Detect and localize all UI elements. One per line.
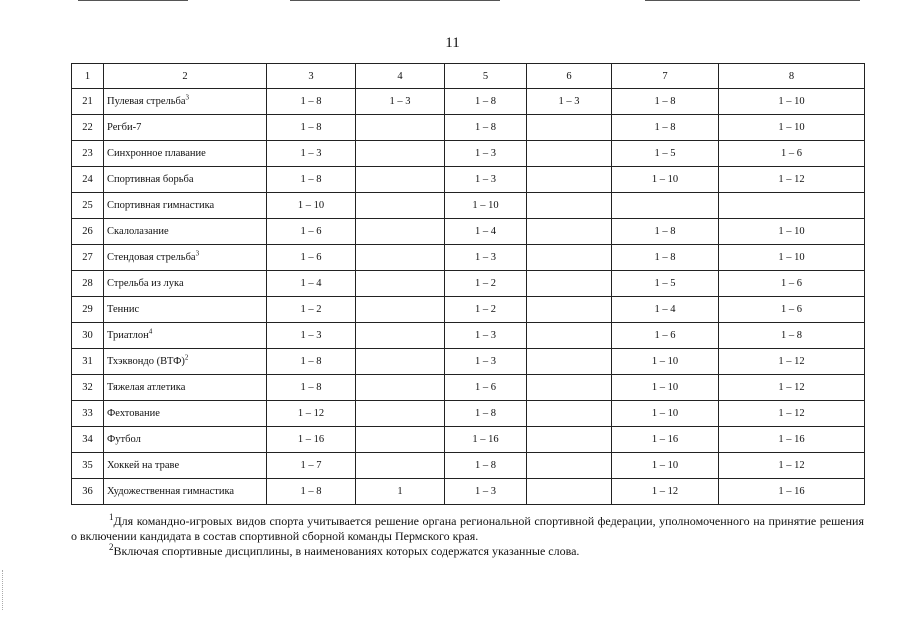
table-row [72, 193, 865, 219]
sports-table [71, 63, 865, 505]
range-cell-c4 [356, 167, 445, 193]
range-cell-c7: 1 – 10 [612, 375, 719, 401]
row-number-cell: 35 [72, 453, 104, 479]
table-row [72, 297, 865, 323]
range-cell-c6 [527, 479, 612, 505]
row-number-cell: 23 [72, 141, 104, 167]
header-cell-7: 7 [612, 64, 719, 89]
sport-name: Спортивная борьба [107, 174, 194, 185]
header-cell-1: 1 [72, 64, 104, 89]
top-rule-right [645, 0, 860, 1]
range-cell-c6 [527, 375, 612, 401]
range-cell-c8: 1 – 6 [719, 271, 865, 297]
footnotes [71, 514, 864, 559]
sport-name: Фехтование [107, 408, 160, 419]
sport-name-cell [104, 323, 267, 349]
range-cell-c3: 1 – 2 [267, 297, 356, 323]
table-row [72, 349, 865, 375]
footnote-2 [71, 544, 864, 559]
range-cell-c7: 1 – 16 [612, 427, 719, 453]
range-cell-c5: 1 – 6 [445, 375, 527, 401]
range-cell-c6 [527, 297, 612, 323]
range-cell-c8: 1 – 12 [719, 401, 865, 427]
sport-name-cell [104, 115, 267, 141]
row-number-cell: 30 [72, 323, 104, 349]
range-cell-c3: 1 – 10 [267, 193, 356, 219]
range-cell-c5: 1 – 3 [445, 141, 527, 167]
sport-name: Футбол [107, 434, 141, 445]
range-cell-c4 [356, 271, 445, 297]
sport-name-cell [104, 89, 267, 115]
sport-name-cell [104, 193, 267, 219]
range-cell-c3: 1 – 8 [267, 115, 356, 141]
row-number-cell: 36 [72, 479, 104, 505]
sport-name: Тяжелая атлетика [107, 382, 186, 393]
range-cell-c4 [356, 193, 445, 219]
header-cell-5: 5 [445, 64, 527, 89]
range-cell-c6 [527, 141, 612, 167]
footnote-1-text: Для командно-игровых видов спорта учитывается решение органа региональной спортивной федерации, уполномоченного на принятие решения о включении кандидата в состав спортивной сборной команды Пермского края. [71, 514, 864, 543]
sport-name-cell [104, 453, 267, 479]
footnote-ref: 4 [148, 327, 153, 336]
range-cell-c4 [356, 349, 445, 375]
range-cell-c8: 1 – 6 [719, 141, 865, 167]
range-cell-c3: 1 – 8 [267, 349, 356, 375]
range-cell-c6 [527, 219, 612, 245]
range-cell-c3: 1 – 8 [267, 89, 356, 115]
sport-name: Тхэквондо (ВТФ) [107, 356, 185, 367]
range-cell-c6 [527, 193, 612, 219]
header-cell-8: 8 [719, 64, 865, 89]
range-cell-c3: 1 – 12 [267, 401, 356, 427]
table-row [72, 323, 865, 349]
table-row [72, 479, 865, 505]
row-number-cell: 33 [72, 401, 104, 427]
table-row [72, 245, 865, 271]
table-body [72, 64, 865, 505]
range-cell-c7: 1 – 10 [612, 167, 719, 193]
header-cell-4: 4 [356, 64, 445, 89]
range-cell-c7: 1 – 8 [612, 89, 719, 115]
range-cell-c3: 1 – 16 [267, 427, 356, 453]
range-cell-c5: 1 – 3 [445, 245, 527, 271]
range-cell-c6: 1 – 3 [527, 89, 612, 115]
top-rule-left [78, 0, 188, 1]
range-cell-c7 [612, 193, 719, 219]
footnote-1 [71, 514, 864, 544]
top-rule-middle [290, 0, 500, 1]
range-cell-c3: 1 – 6 [267, 219, 356, 245]
sport-name: Спортивная гимнастика [107, 200, 215, 211]
range-cell-c3: 1 – 3 [267, 323, 356, 349]
range-cell-c7: 1 – 10 [612, 401, 719, 427]
range-cell-c5: 1 – 8 [445, 401, 527, 427]
table-row [72, 115, 865, 141]
range-cell-c4 [356, 245, 445, 271]
sport-name-cell [104, 401, 267, 427]
range-cell-c4 [356, 427, 445, 453]
footnote-2-mark: 2 [109, 542, 114, 552]
range-cell-c5: 1 – 10 [445, 193, 527, 219]
header-cell-3: 3 [267, 64, 356, 89]
range-cell-c6 [527, 323, 612, 349]
range-cell-c7: 1 – 10 [612, 349, 719, 375]
range-cell-c8: 1 – 12 [719, 167, 865, 193]
footnote-2-text: Включая спортивные дисциплины, в наименованиях которых содержатся указанные слова. [113, 544, 580, 558]
table-row [72, 453, 865, 479]
sport-name-cell [104, 141, 267, 167]
row-number-cell: 25 [72, 193, 104, 219]
table-row [72, 167, 865, 193]
table-row [72, 375, 865, 401]
row-number-cell: 24 [72, 167, 104, 193]
range-cell-c7: 1 – 5 [612, 141, 719, 167]
range-cell-c3: 1 – 6 [267, 245, 356, 271]
range-cell-c5: 1 – 3 [445, 323, 527, 349]
range-cell-c8: 1 – 12 [719, 375, 865, 401]
sport-name: Художественная гимнастика [107, 486, 235, 497]
range-cell-c3: 1 – 7 [267, 453, 356, 479]
range-cell-c5: 1 – 2 [445, 297, 527, 323]
range-cell-c7: 1 – 5 [612, 271, 719, 297]
range-cell-c4 [356, 115, 445, 141]
sport-name-cell [104, 427, 267, 453]
range-cell-c8: 1 – 12 [719, 349, 865, 375]
row-number-cell: 29 [72, 297, 104, 323]
range-cell-c8: 1 – 10 [719, 89, 865, 115]
range-cell-c5: 1 – 2 [445, 271, 527, 297]
range-cell-c8: 1 – 10 [719, 115, 865, 141]
range-cell-c5: 1 – 16 [445, 427, 527, 453]
sport-name-cell [104, 167, 267, 193]
range-cell-c7: 1 – 10 [612, 453, 719, 479]
range-cell-c3: 1 – 8 [267, 375, 356, 401]
table-row [72, 141, 865, 167]
sport-name: Хоккей на траве [107, 460, 180, 471]
table-row [72, 401, 865, 427]
range-cell-c8: 1 – 12 [719, 453, 865, 479]
range-cell-c4 [356, 141, 445, 167]
sport-name: Синхронное плавание [107, 148, 206, 159]
range-cell-c6 [527, 271, 612, 297]
row-number-cell: 27 [72, 245, 104, 271]
range-cell-c5: 1 – 3 [445, 349, 527, 375]
range-cell-c7: 1 – 12 [612, 479, 719, 505]
sport-name-cell [104, 479, 267, 505]
sport-name-cell [104, 375, 267, 401]
sport-name: Триатлон [107, 330, 149, 341]
header-cell-6: 6 [527, 64, 612, 89]
range-cell-c6 [527, 167, 612, 193]
table-row [72, 271, 865, 297]
scan-margin-marks [2, 570, 5, 610]
range-cell-c6 [527, 453, 612, 479]
range-cell-c8: 1 – 6 [719, 297, 865, 323]
range-cell-c6 [527, 427, 612, 453]
range-cell-c4 [356, 219, 445, 245]
range-cell-c5: 1 – 8 [445, 115, 527, 141]
page-number: 11 [445, 35, 460, 51]
range-cell-c3: 1 – 3 [267, 141, 356, 167]
range-cell-c7: 1 – 4 [612, 297, 719, 323]
range-cell-c4: 1 [356, 479, 445, 505]
range-cell-c8: 1 – 8 [719, 323, 865, 349]
table-row [72, 89, 865, 115]
range-cell-c4 [356, 297, 445, 323]
sport-name-cell [104, 271, 267, 297]
footnote-1-mark: 1 [109, 512, 114, 522]
sport-name-cell [104, 219, 267, 245]
range-cell-c7: 1 – 8 [612, 115, 719, 141]
sport-name-cell [104, 297, 267, 323]
range-cell-c5: 1 – 4 [445, 219, 527, 245]
row-number-cell: 32 [72, 375, 104, 401]
range-cell-c8 [719, 193, 865, 219]
row-number-cell: 31 [72, 349, 104, 375]
sport-name: Теннис [107, 304, 140, 315]
sport-name: Стендовая стрельба [107, 252, 196, 263]
row-number-cell: 28 [72, 271, 104, 297]
range-cell-c5: 1 – 8 [445, 89, 527, 115]
range-cell-c8: 1 – 10 [719, 219, 865, 245]
row-number-cell: 22 [72, 115, 104, 141]
footnote-ref: 3 [185, 93, 190, 102]
sport-name-cell [104, 349, 267, 375]
table-header-row [72, 64, 865, 89]
sport-name: Регби-7 [107, 122, 142, 133]
range-cell-c7: 1 – 8 [612, 245, 719, 271]
range-cell-c5: 1 – 8 [445, 453, 527, 479]
range-cell-c4 [356, 323, 445, 349]
range-cell-c7: 1 – 6 [612, 323, 719, 349]
range-cell-c5: 1 – 3 [445, 167, 527, 193]
footnote-ref: 2 [184, 353, 189, 362]
range-cell-c3: 1 – 4 [267, 271, 356, 297]
sport-name: Скалолазание [107, 226, 169, 237]
range-cell-c4 [356, 401, 445, 427]
range-cell-c3: 1 – 8 [267, 167, 356, 193]
table-row [72, 427, 865, 453]
range-cell-c4 [356, 453, 445, 479]
range-cell-c8: 1 – 16 [719, 479, 865, 505]
range-cell-c8: 1 – 10 [719, 245, 865, 271]
sport-name: Стрельба из лука [107, 278, 184, 289]
range-cell-c8: 1 – 16 [719, 427, 865, 453]
range-cell-c6 [527, 245, 612, 271]
header-cell-2: 2 [104, 64, 267, 89]
range-cell-c3: 1 – 8 [267, 479, 356, 505]
table-row [72, 219, 865, 245]
range-cell-c6 [527, 401, 612, 427]
footnote-ref: 3 [195, 249, 200, 258]
range-cell-c7: 1 – 8 [612, 219, 719, 245]
row-number-cell: 26 [72, 219, 104, 245]
range-cell-c6 [527, 349, 612, 375]
sport-name-cell [104, 245, 267, 271]
range-cell-c6 [527, 115, 612, 141]
range-cell-c4 [356, 375, 445, 401]
row-number-cell: 34 [72, 427, 104, 453]
row-number-cell: 21 [72, 89, 104, 115]
range-cell-c4: 1 – 3 [356, 89, 445, 115]
range-cell-c5: 1 – 3 [445, 479, 527, 505]
sport-name: Пулевая стрельба [107, 96, 186, 107]
